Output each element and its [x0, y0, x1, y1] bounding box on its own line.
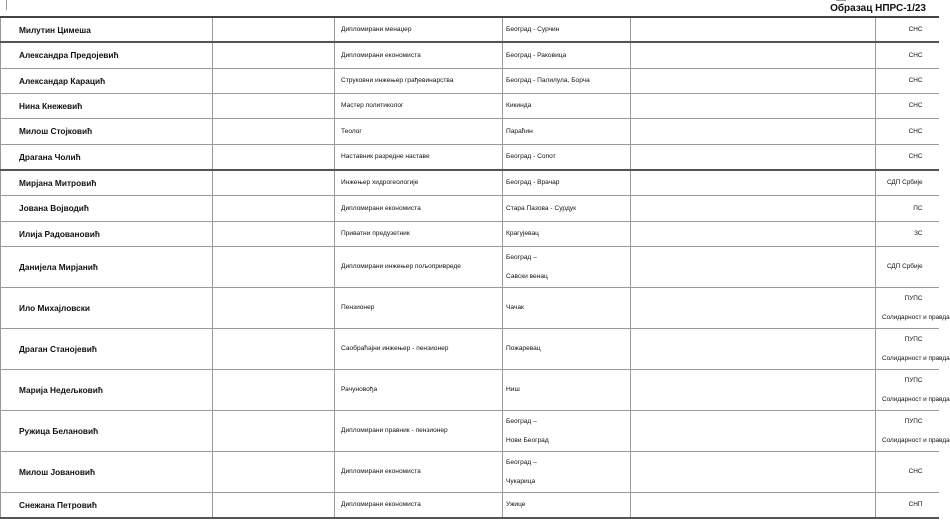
empty-cell — [213, 144, 335, 170]
empty-cell — [213, 451, 335, 492]
table-row — [1, 221, 939, 246]
table-row — [1, 451, 939, 492]
candidate-residence — [503, 410, 631, 451]
candidate-name: Милутин Цимеша — [1, 17, 213, 42]
party-line: ПУПС — [904, 335, 923, 343]
candidate-table-body — [1, 17, 950, 518]
candidate-party — [876, 68, 939, 93]
candidate-name: Александар Карацић — [1, 68, 213, 93]
table-row — [1, 492, 939, 518]
candidate-name: Мирјана Митровић — [1, 170, 213, 195]
empty-cell — [631, 492, 876, 518]
residence-line: Нови Београд — [506, 436, 549, 444]
empty-cell — [631, 328, 876, 369]
empty-cell — [631, 42, 876, 68]
table-row — [1, 93, 939, 118]
empty-cell — [213, 287, 335, 328]
candidate-party — [876, 118, 939, 144]
candidate-occupation: Инжењер хидрогеологије — [335, 170, 503, 195]
party-line: СНС — [908, 127, 923, 135]
candidate-residence — [503, 144, 631, 170]
residence-line: Ниш — [506, 386, 520, 393]
empty-cell — [213, 195, 335, 221]
residence-line: Београд - Сопот — [506, 153, 556, 161]
table-row — [1, 328, 939, 369]
residence-line: Београд – — [506, 458, 537, 466]
party-line: СНС — [908, 468, 923, 475]
candidate-name: Ружица Белановић — [1, 410, 213, 451]
candidate-residence — [503, 287, 631, 328]
candidate-occupation: Струковни инжењер грађевинарства — [335, 68, 503, 93]
candidate-table — [0, 16, 950, 519]
candidate-occupation: Пензионер — [335, 287, 503, 328]
candidate-name: Милош Стојковић — [1, 118, 213, 144]
candidate-occupation: Саобраћајни инжењер - пензионер — [335, 328, 503, 369]
empty-cell — [213, 68, 335, 93]
empty-cell — [631, 410, 876, 451]
candidate-residence — [503, 221, 631, 246]
candidate-occupation: Дипломирани економиста — [335, 195, 503, 221]
candidate-residence — [503, 68, 631, 93]
empty-cell — [213, 492, 335, 518]
residence-line: Београд - Раковица — [506, 51, 567, 59]
party-line: СНС — [908, 77, 923, 84]
table-row — [1, 410, 939, 451]
candidate-name: Нина Кнежевић — [1, 93, 213, 118]
party-line: Солидарност и правда — [882, 354, 950, 362]
empty-cell — [631, 369, 876, 410]
party-line: ПУПС — [904, 294, 923, 302]
candidate-name: Илија Радовановић — [1, 221, 213, 246]
candidate-residence — [503, 246, 631, 287]
residence-line: Параћин — [506, 127, 533, 135]
candidate-occupation: Рачуновођа — [335, 369, 503, 410]
candidate-party — [876, 93, 939, 118]
candidate-residence — [503, 369, 631, 410]
empty-cell — [631, 68, 876, 93]
candidate-party — [876, 246, 939, 287]
party-line: ПУПС — [904, 417, 923, 425]
candidate-occupation: Приватни предузетник — [335, 221, 503, 246]
candidate-occupation: Дипломирани економиста — [335, 42, 503, 68]
table-row — [1, 369, 939, 410]
corner-mark — [0, 0, 7, 10]
candidate-occupation: Наставник разредне наставе — [335, 144, 503, 170]
candidate-party — [876, 144, 939, 170]
candidate-residence — [503, 170, 631, 195]
empty-cell — [631, 93, 876, 118]
empty-cell — [213, 246, 335, 287]
table-row — [1, 170, 939, 195]
candidate-name: Александра Предојевић — [1, 42, 213, 68]
table-row — [1, 195, 939, 221]
candidate-occupation: Теолог — [335, 118, 503, 144]
empty-cell — [213, 369, 335, 410]
residence-line: Кикинда — [506, 102, 532, 109]
table-row — [1, 246, 939, 287]
candidate-name: Ило Михајловски — [1, 287, 213, 328]
residence-line: Београд – — [506, 417, 537, 425]
candidate-residence — [503, 42, 631, 68]
party-line: Солидарност и правда — [882, 313, 950, 321]
empty-cell — [213, 170, 335, 195]
residence-line: Београд - Сурчин — [506, 26, 560, 33]
party-line: Солидарност и правда — [882, 436, 950, 444]
empty-cell — [631, 170, 876, 195]
empty-cell — [631, 221, 876, 246]
empty-cell — [631, 451, 876, 492]
empty-cell — [213, 42, 335, 68]
party-line: ЗС — [914, 230, 923, 237]
candidate-occupation: Дипломирани економиста — [335, 451, 503, 492]
table-row — [1, 118, 939, 144]
residence-line: Београд - Палилула, Борча — [506, 77, 590, 84]
empty-cell — [631, 17, 876, 42]
candidate-name: Марија Недељковић — [1, 369, 213, 410]
empty-cell — [213, 328, 335, 369]
party-line: СДП Србије — [886, 179, 923, 187]
empty-cell — [631, 144, 876, 170]
candidate-name: Јована Војводић — [1, 195, 213, 221]
empty-cell — [213, 221, 335, 246]
empty-cell — [631, 287, 876, 328]
residence-line: Чачак — [506, 304, 524, 311]
candidate-party — [876, 17, 939, 42]
candidate-residence — [503, 93, 631, 118]
candidate-residence — [503, 195, 631, 221]
table-row — [1, 42, 939, 68]
table-row — [1, 287, 939, 328]
candidate-party — [876, 195, 939, 221]
candidate-name: Драгана Чолић — [1, 144, 213, 170]
residence-line: Ужице — [506, 501, 526, 509]
candidate-party — [876, 369, 950, 410]
candidate-name: Данијела Мирјанић — [1, 246, 213, 287]
candidate-residence — [503, 328, 631, 369]
candidate-residence — [503, 17, 631, 42]
empty-cell — [213, 17, 335, 42]
empty-cell — [213, 118, 335, 144]
residence-line: Крагујевац — [506, 230, 539, 237]
party-line: СНП — [908, 501, 923, 509]
candidate-occupation: Дипломирани менаџер — [335, 17, 503, 42]
candidate-party — [876, 221, 939, 246]
residence-line: Савски венац — [506, 272, 548, 280]
party-line: СНС — [908, 51, 923, 59]
empty-cell — [631, 118, 876, 144]
residence-line: Београд - Врачар — [506, 179, 560, 187]
candidate-party — [876, 328, 950, 369]
candidate-party — [876, 287, 950, 328]
party-line: Солидарност и правда — [882, 395, 950, 403]
party-line: СНС — [908, 153, 923, 161]
corner-tick — [836, 0, 846, 1]
party-line: СДП Србије — [886, 263, 923, 270]
form-label: Образац НПРС-1/23 — [830, 3, 926, 14]
table-row — [1, 17, 939, 42]
candidate-party — [876, 410, 950, 451]
party-line: СНС — [908, 102, 923, 109]
candidate-party — [876, 492, 939, 518]
party-line: ПС — [913, 204, 923, 212]
candidate-residence — [503, 492, 631, 518]
empty-cell — [213, 93, 335, 118]
table-row — [1, 144, 939, 170]
candidate-party — [876, 451, 939, 492]
candidate-occupation: Дипломирани економиста — [335, 492, 503, 518]
residence-line: Пожаревац — [506, 345, 541, 352]
table-row — [1, 68, 939, 93]
candidate-occupation: Мастер политиколог — [335, 93, 503, 118]
residence-line: Чукарица — [506, 477, 536, 485]
party-line: СНС — [908, 26, 923, 33]
candidate-occupation: Дипломирани правник - пензионер — [335, 410, 503, 451]
empty-cell — [631, 195, 876, 221]
candidate-name: Милош Јовановић — [1, 451, 213, 492]
candidate-party — [876, 170, 939, 195]
candidate-residence — [503, 118, 631, 144]
empty-cell — [213, 410, 335, 451]
residence-line: Стара Пазова - Сурдук — [506, 204, 576, 212]
residence-line: Београд – — [506, 253, 537, 261]
candidate-occupation: Дипломирани инжењер пољопривреде — [335, 246, 503, 287]
party-line: ПУПС — [904, 376, 923, 384]
candidate-residence — [503, 451, 631, 492]
empty-cell — [631, 246, 876, 287]
candidate-party — [876, 42, 939, 68]
candidate-name: Драган Станојевић — [1, 328, 213, 369]
candidate-name: Снежана Петровић — [1, 492, 213, 518]
